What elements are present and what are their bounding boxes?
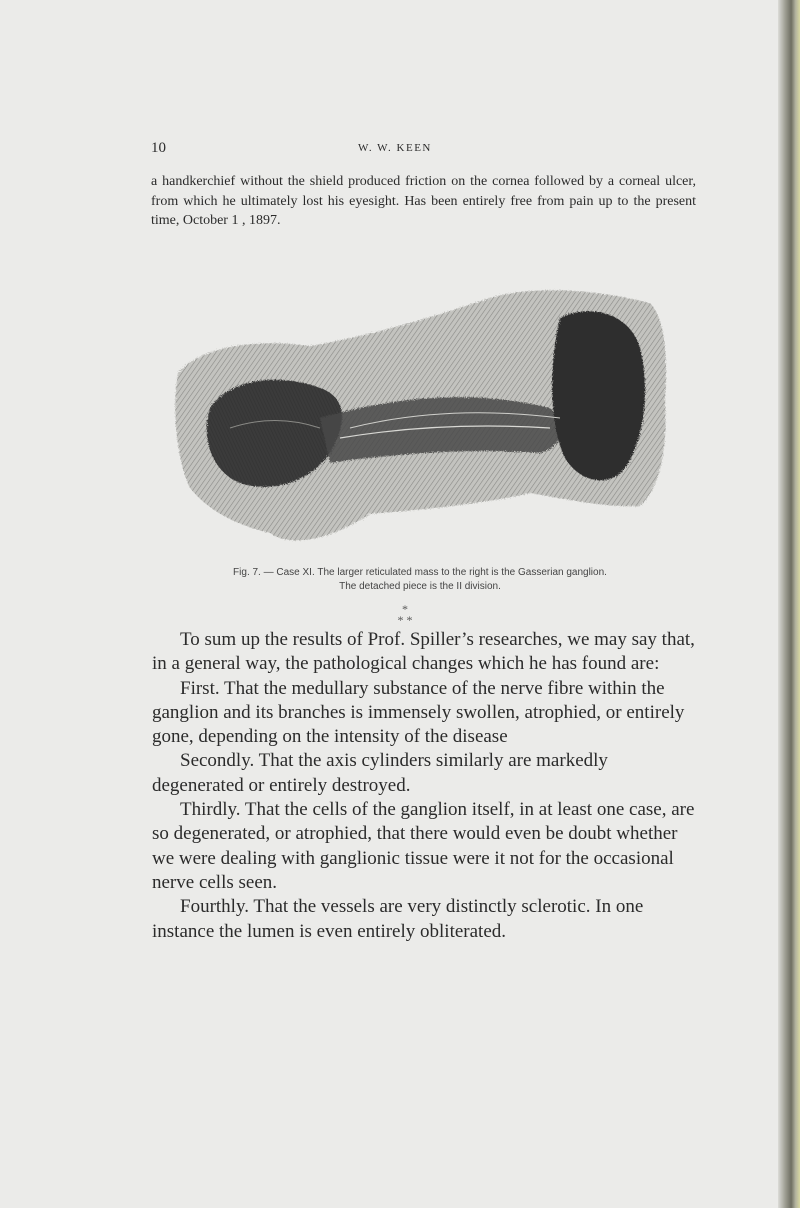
page-header: [0, 140, 800, 162]
third-finding: Thirdly. That the cells of the ganglion itself, in at least one case, are so degenerated, or atrophied, that there would even be doubt whether we were dealing with ganglionic tissue were it not for the occasional nerve cells seen.: [152, 799, 695, 893]
figure-ganglion-image: [170, 278, 670, 558]
gasserian-ganglion-texture: [552, 311, 645, 480]
intro-paragraph: a handkerchief without the shield produced friction on the cornea followed by a corneal ulcer, from which he ultimately lost his eyesight. Has been entirely free from pain up to the present time, October 1 , 1897.: [151, 174, 696, 228]
figure-caption: [150, 566, 690, 594]
caption-line-1: Fig. 7. — Case XI. The larger reticulated mass to the right is the Gasserian ganglion.: [233, 567, 607, 578]
page-number: 10: [151, 140, 166, 156]
running-head: W. W. KEEN: [358, 142, 432, 154]
separator-top: *: [402, 602, 408, 616]
section-separator: [385, 604, 425, 626]
fourth-finding: Fourthly. That the vessels are very distinctly sclerotic. In one instance the lumen is even entirely obliterated.: [152, 896, 644, 942]
page-edge-shadow: [778, 0, 800, 1208]
first-finding: First. That the medullary substance of the nerve fibre within the ganglion and its branches is immensely swollen, atrophied, or entirely gone, depending on the intensity of the disease: [152, 677, 685, 748]
second-finding: Secondly. That the axis cylinders similarly are markedly degenerated or entirely destroyed.: [152, 750, 608, 796]
ganglion-illustration: [170, 278, 670, 558]
separator-bottom: * *: [397, 613, 413, 627]
summary-paragraph: To sum up the results of Prof. Spiller’s researches, we may say that, in a general way, the pathological changes which he has found are:: [152, 629, 695, 675]
caption-line-2: The detached piece is the II division.: [339, 581, 501, 592]
body-text: [152, 628, 697, 944]
